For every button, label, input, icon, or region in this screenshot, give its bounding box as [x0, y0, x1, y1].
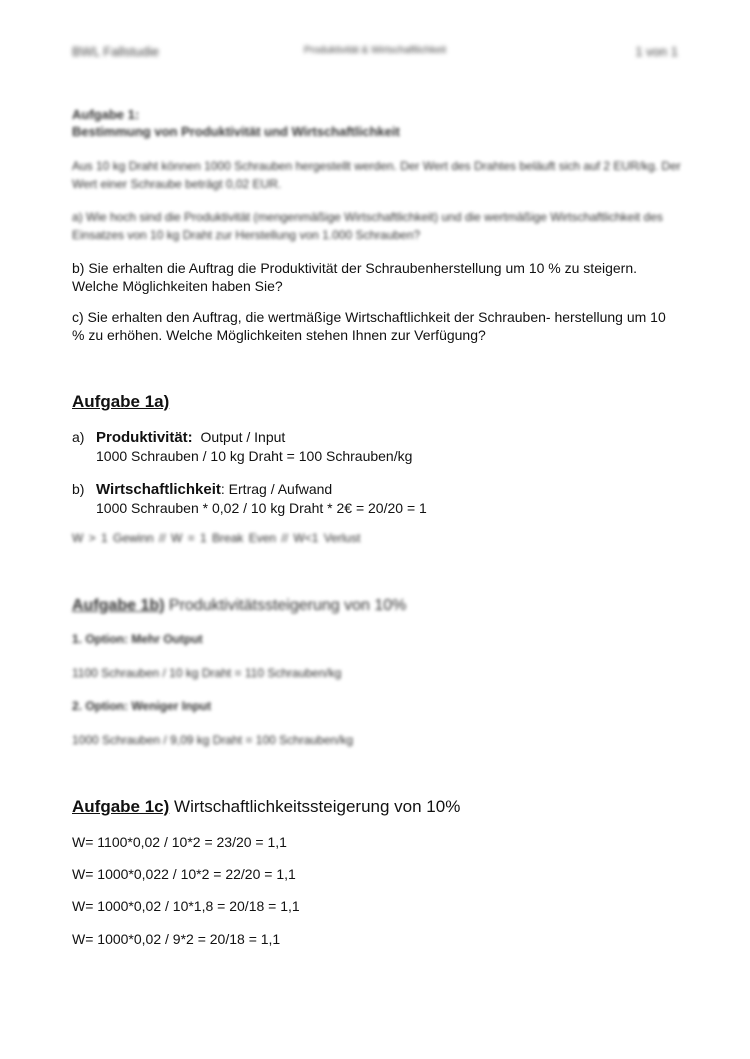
- option-2-heading: 2. Option: Weniger Input: [72, 699, 212, 713]
- productivity-calculation: 1000 Schrauben / 10 kg Draht = 100 Schrauben/kg: [96, 448, 413, 464]
- efficiency-variant-4: W= 1000*0,02 / 9*2 = 20/18 = 1,1: [72, 931, 281, 947]
- efficiency-heading: Wirtschaftlichkeit: [96, 481, 221, 498]
- question-a: a) Wie hoch sind die Produktivität (mengenmäßige Wirtschaftlichkeit) und die wertmäßige Wirtschaftlichkeit des Einsatzes von 10 kg Draht zur Herstellung von 1.000 Schrauben?: [72, 210, 663, 242]
- gain-break-even-loss-line: W > 1 Gewinn // W = 1 Break Even // W<1 Verlust: [72, 531, 361, 545]
- header-page-number: 1 von 1: [635, 44, 678, 59]
- section-1b-subtitle: Produktivitätssteigerung von 10%: [164, 597, 407, 614]
- efficiency-variant-1: W= 1100*0,02 / 10*2 = 23/20 = 1,1: [72, 834, 287, 850]
- section-1c-title: [72, 797, 460, 817]
- productivity-formula: Output / Input: [200, 429, 286, 445]
- header-left-text: BWL Fallstudie: [72, 44, 159, 59]
- option-1-calculation: 1100 Schrauben / 10 kg Draht = 110 Schrauben/kg: [72, 666, 342, 680]
- efficiency-formula: : Ertrag / Aufwand: [220, 481, 333, 497]
- answer-1a-economic-efficiency: [72, 480, 427, 517]
- answer-b-letter: b): [72, 481, 85, 497]
- efficiency-variant-2: W= 1000*0,022 / 10*2 = 22/20 = 1,1: [72, 866, 296, 882]
- header-center-text: Produktivität & Wirtschaftlichkeit: [303, 45, 447, 56]
- task-title: [72, 106, 400, 140]
- task-intro: Aus 10 kg Draht können 1000 Schrauben hergestellt werden. Der Wert des Drahtes beläuft sich auf 2 EUR/kg. Der Wert einer Schraube beträgt 0,02 EUR.: [72, 159, 681, 191]
- page-header: [72, 44, 678, 64]
- section-1b-title: [72, 597, 406, 615]
- efficiency-calculation: 1000 Schrauben * 0,02 / 10 kg Draht * 2€ = 20/20 = 1: [96, 500, 427, 516]
- option-1-heading: 1. Option: Mehr Output: [72, 632, 203, 646]
- answer-a-letter: a): [72, 429, 85, 445]
- question-c: c) Sie erhalten den Auftrag, die wertmäßige Wirtschaftlichkeit der Schrauben- herstellung um 10 % zu erhöhen. Welche Möglichkeiten stehen Ihnen zur Verfügung?: [72, 309, 666, 343]
- task-title-line2: Bestimmung von Produktivität und Wirtschaftlichkeit: [72, 124, 400, 139]
- task-title-line1: Aufgabe 1:: [72, 107, 140, 122]
- section-1b-label: Aufgabe 1b): [72, 597, 165, 614]
- section-1c-label: Aufgabe 1c): [72, 797, 170, 816]
- answer-1a-productivity: [72, 428, 412, 465]
- efficiency-variant-3: W= 1000*0,02 / 10*1,8 = 20/18 = 1,1: [72, 898, 300, 914]
- productivity-heading: Produktivität:: [96, 429, 193, 446]
- option-2-calculation: 1000 Schrauben / 9,09 kg Draht = 100 Schrauben/kg: [72, 733, 354, 747]
- section-1a-title: Aufgabe 1a): [72, 392, 170, 411]
- section-1c-subtitle: Wirtschaftlichkeitssteigerung von 10%: [169, 797, 461, 816]
- question-b: b) Sie erhalten die Auftrag die Produktivität der Schraubenherstellung um 10 % zu steigern. Welche Möglichkeiten haben Sie?: [72, 260, 637, 294]
